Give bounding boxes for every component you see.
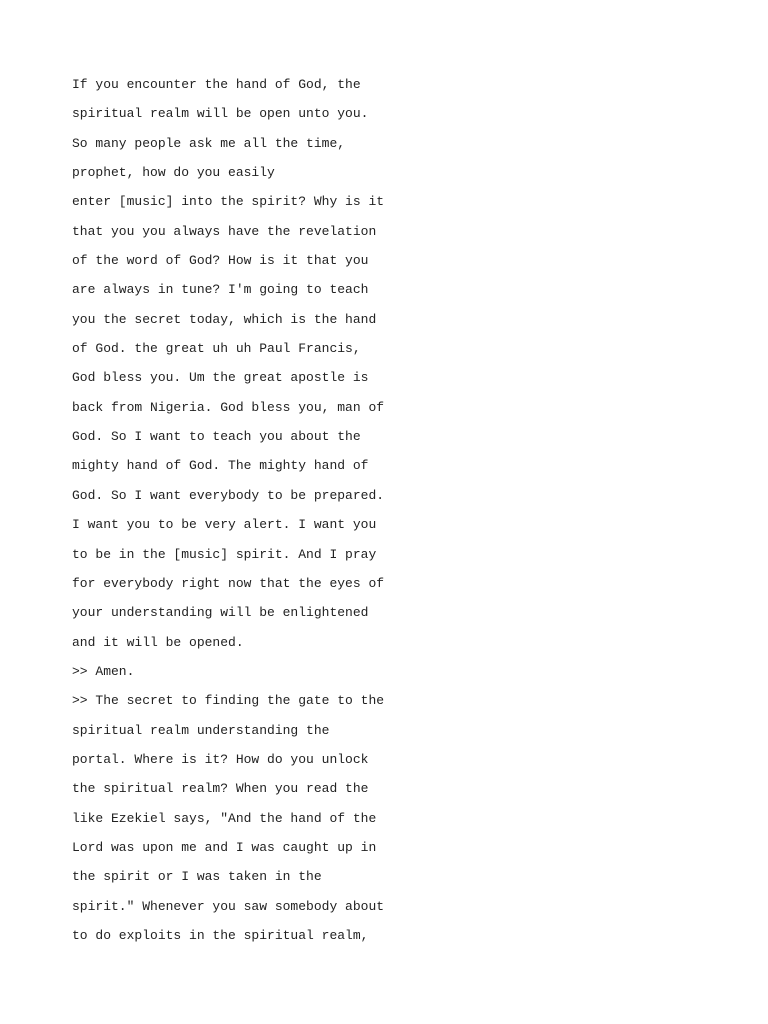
transcript-line: to do exploits in the spiritual realm,: [72, 927, 369, 943]
transcript-page: [72, 70, 712, 950]
transcript-line: and it will be opened.: [72, 634, 244, 650]
transcript-line: mighty hand of God. The mighty hand of: [72, 458, 369, 474]
transcript-line: So many people ask me all the time,: [72, 135, 346, 151]
transcript-line: spiritual realm understanding the: [72, 722, 330, 738]
transcript-line: for everybody right now that the eyes of: [72, 575, 385, 591]
transcript-line: back from Nigeria. God bless you, man of: [72, 399, 385, 415]
transcript-line: If you encounter the hand of God, the: [72, 77, 361, 92]
transcript-line: like Ezekiel says, "And the hand of the: [72, 810, 377, 826]
transcript-line: God bless you. Um the great apostle is: [72, 370, 369, 386]
transcript-line: are always in tune? I'm going to teach: [72, 282, 369, 298]
transcript-line: >> The secret to finding the gate to the: [72, 693, 385, 709]
transcript-line: God. So I want everybody to be prepared.: [72, 487, 385, 503]
transcript-line: of the word of God? How is it that you: [72, 253, 369, 269]
transcript-line: Lord was upon me and I was caught up in: [72, 839, 377, 855]
transcript-line: you the secret today, which is the hand: [72, 311, 377, 327]
transcript-line: the spiritual realm? When you read the: [72, 781, 369, 797]
transcript-line: spiritual realm will be open unto you.: [72, 106, 369, 122]
transcript-line: that you you always have the revelation: [72, 223, 377, 239]
transcript-line: portal. Where is it? How do you unlock: [72, 751, 369, 767]
transcript-line: to be in the [music] spirit. And I pray: [72, 546, 377, 562]
transcript-line: your understanding will be enlightened: [72, 605, 369, 621]
transcript-line: the spirit or I was taken in the: [72, 869, 322, 885]
transcript-line: of God. the great uh uh Paul Francis,: [72, 341, 361, 357]
transcript-line: enter [music] into the spirit? Why is it: [72, 194, 385, 210]
transcript-line: God. So I want to teach you about the: [72, 429, 361, 445]
transcript-line: I want you to be very alert. I want you: [72, 517, 377, 533]
transcript-line: spirit." Whenever you saw somebody about: [72, 898, 385, 914]
transcript-line: prophet, how do you easily: [72, 165, 275, 181]
transcript-line: >> Amen.: [72, 663, 135, 679]
